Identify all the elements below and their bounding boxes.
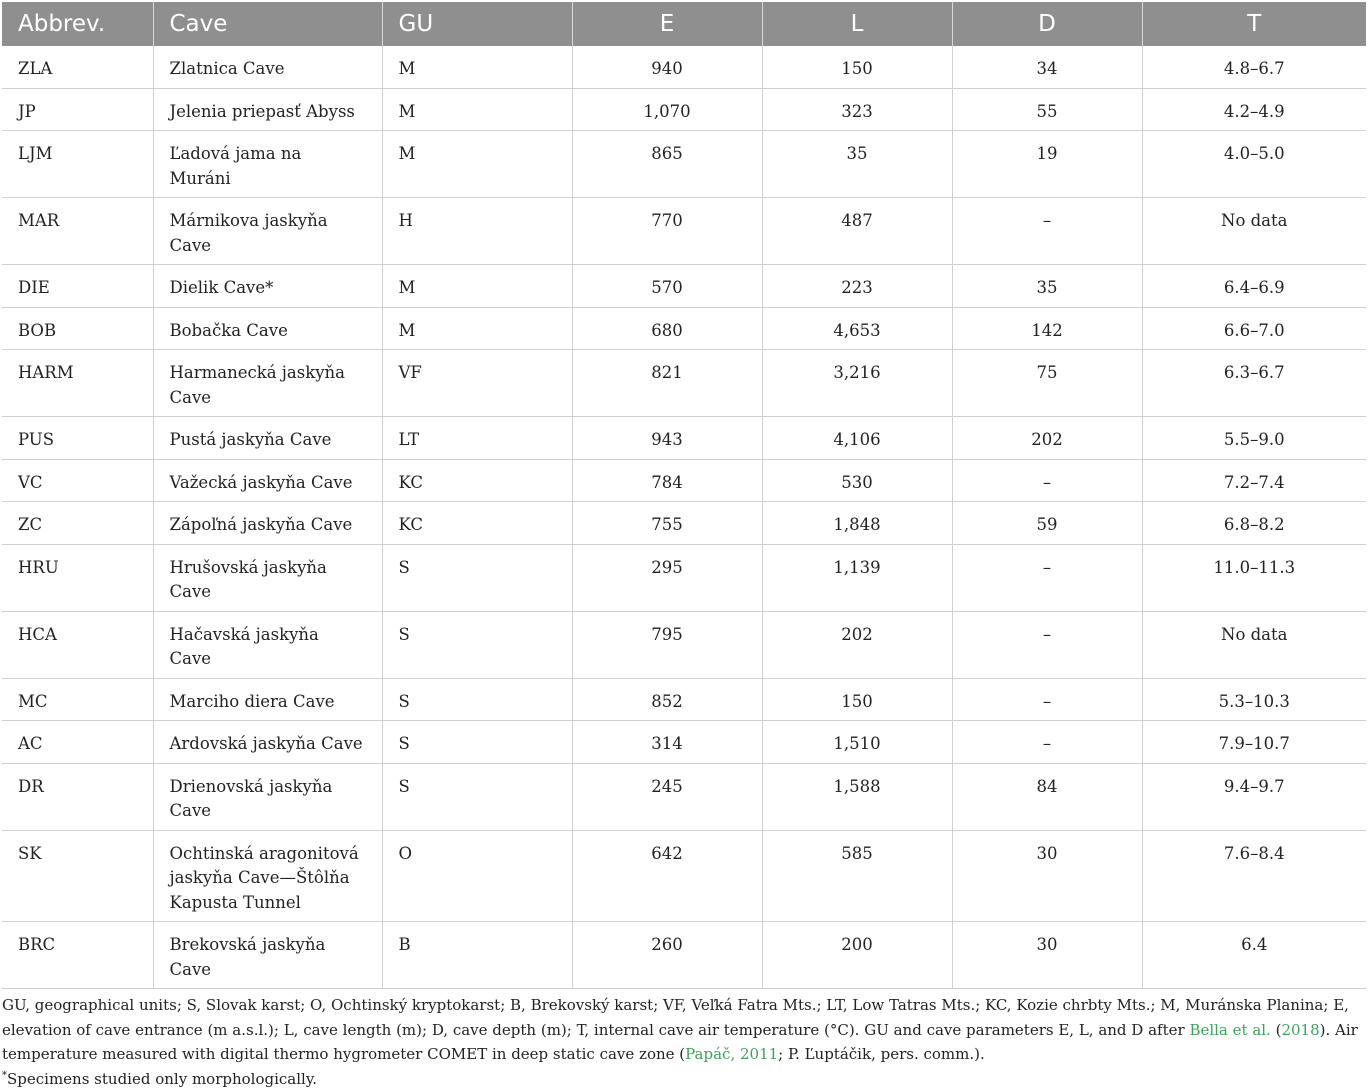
- cell-t: 4.0–5.0: [1142, 131, 1366, 198]
- cell-gu: S: [382, 544, 572, 611]
- cell-abbrev: LJM: [2, 131, 153, 198]
- cell-gu: KC: [382, 459, 572, 502]
- cell-cave: Ľadová jama na Muráni: [153, 131, 382, 198]
- table-row: [2, 502, 1366, 545]
- cell-gu: S: [382, 721, 572, 764]
- cell-t: 7.2–7.4: [1142, 459, 1366, 502]
- table-container: [2, 2, 1366, 1091]
- cell-cave: Zápoľná jaskyňa Cave: [153, 502, 382, 545]
- cell-cave: Hrušovská jaskyňa Cave: [153, 544, 382, 611]
- cell-t: 4.2–4.9: [1142, 88, 1366, 131]
- header-d: D: [952, 2, 1142, 46]
- cell-cave: Pustá jaskyňa Cave: [153, 417, 382, 460]
- table-row: [2, 46, 1366, 88]
- header-e: E: [572, 2, 762, 46]
- cell-e: 770: [572, 198, 762, 265]
- table-row: [2, 307, 1366, 350]
- cell-l: 4,106: [762, 417, 952, 460]
- cell-e: 680: [572, 307, 762, 350]
- header-row: [2, 2, 1366, 46]
- table-row: [2, 131, 1366, 198]
- cell-abbrev: BOB: [2, 307, 153, 350]
- cell-abbrev: HCA: [2, 611, 153, 678]
- cell-gu: M: [382, 46, 572, 88]
- cell-d: 19: [952, 131, 1142, 198]
- cell-l: 35: [762, 131, 952, 198]
- cell-abbrev: VC: [2, 459, 153, 502]
- cell-d: –: [952, 611, 1142, 678]
- table-row: [2, 544, 1366, 611]
- cell-t: 6.3–6.7: [1142, 350, 1366, 417]
- table-row: [2, 721, 1366, 764]
- cell-abbrev: DIE: [2, 265, 153, 308]
- cell-t: 9.4–9.7: [1142, 763, 1366, 830]
- cell-d: 142: [952, 307, 1142, 350]
- cell-t: 7.9–10.7: [1142, 721, 1366, 764]
- cell-cave: Ochtinská aragonitová jaskyňa Cave—Štôlňa Kapusta Tunnel: [153, 830, 382, 922]
- cell-abbrev: HARM: [2, 350, 153, 417]
- citation-link-2018[interactable]: 2018: [1281, 1021, 1319, 1039]
- cell-e: 821: [572, 350, 762, 417]
- cell-abbrev: ZC: [2, 502, 153, 545]
- cell-abbrev: MAR: [2, 198, 153, 265]
- cell-l: 4,653: [762, 307, 952, 350]
- cell-gu: M: [382, 307, 572, 350]
- cell-abbrev: HRU: [2, 544, 153, 611]
- cell-cave: Važecká jaskyňa Cave: [153, 459, 382, 502]
- cell-d: 30: [952, 922, 1142, 989]
- cell-e: 943: [572, 417, 762, 460]
- cell-d: 202: [952, 417, 1142, 460]
- cell-l: 1,848: [762, 502, 952, 545]
- cell-e: 570: [572, 265, 762, 308]
- table-row: [2, 88, 1366, 131]
- cell-e: 940: [572, 46, 762, 88]
- citation-link-papac[interactable]: Papáč, 2011: [685, 1045, 778, 1063]
- table-row: [2, 417, 1366, 460]
- cell-abbrev: SK: [2, 830, 153, 922]
- cell-d: 59: [952, 502, 1142, 545]
- cell-gu: KC: [382, 502, 572, 545]
- cell-d: 75: [952, 350, 1142, 417]
- cell-d: –: [952, 544, 1142, 611]
- cell-cave: Hačavská jaskyňa Cave: [153, 611, 382, 678]
- cell-e: 755: [572, 502, 762, 545]
- cell-l: 223: [762, 265, 952, 308]
- table-footnote: [2, 993, 1366, 1091]
- table-row: [2, 763, 1366, 830]
- cell-e: 260: [572, 922, 762, 989]
- cell-e: 642: [572, 830, 762, 922]
- cell-e: 1,070: [572, 88, 762, 131]
- cell-e: 295: [572, 544, 762, 611]
- cell-d: 30: [952, 830, 1142, 922]
- cell-cave: Marciho diera Cave: [153, 678, 382, 721]
- cell-d: –: [952, 198, 1142, 265]
- cell-l: 487: [762, 198, 952, 265]
- header-abbrev: Abbrev.: [2, 2, 153, 46]
- cell-d: –: [952, 678, 1142, 721]
- cell-t: 5.3–10.3: [1142, 678, 1366, 721]
- cell-abbrev: ZLA: [2, 46, 153, 88]
- cell-d: 84: [952, 763, 1142, 830]
- cell-t: 7.6–8.4: [1142, 830, 1366, 922]
- cell-gu: S: [382, 678, 572, 721]
- cell-d: –: [952, 459, 1142, 502]
- cell-t: 6.4: [1142, 922, 1366, 989]
- header-gu: GU: [382, 2, 572, 46]
- cell-gu: M: [382, 131, 572, 198]
- cell-l: 323: [762, 88, 952, 131]
- table-row: [2, 922, 1366, 989]
- cell-cave: Dielik Cave*: [153, 265, 382, 308]
- footnote-asterisk: *Specimens studied only morphologically.: [2, 1067, 1366, 1091]
- cell-d: 34: [952, 46, 1142, 88]
- cell-cave: Jelenia priepasť Abyss: [153, 88, 382, 131]
- cell-gu: H: [382, 198, 572, 265]
- cell-abbrev: AC: [2, 721, 153, 764]
- cell-e: 865: [572, 131, 762, 198]
- table-row: [2, 459, 1366, 502]
- cell-t: 6.6–7.0: [1142, 307, 1366, 350]
- cell-gu: S: [382, 611, 572, 678]
- cell-t: No data: [1142, 611, 1366, 678]
- cell-cave: Zlatnica Cave: [153, 46, 382, 88]
- cell-cave: Brekovská jaskyňa Cave: [153, 922, 382, 989]
- table-row: [2, 265, 1366, 308]
- table-row: [2, 198, 1366, 265]
- cell-e: 784: [572, 459, 762, 502]
- cell-abbrev: BRC: [2, 922, 153, 989]
- cell-t: 11.0–11.3: [1142, 544, 1366, 611]
- cell-d: 35: [952, 265, 1142, 308]
- cell-cave: Ardovská jaskyňa Cave: [153, 721, 382, 764]
- cell-t: 6.8–8.2: [1142, 502, 1366, 545]
- cell-e: 795: [572, 611, 762, 678]
- table-row: [2, 611, 1366, 678]
- cell-abbrev: MC: [2, 678, 153, 721]
- cell-abbrev: PUS: [2, 417, 153, 460]
- cell-l: 3,216: [762, 350, 952, 417]
- header-l: L: [762, 2, 952, 46]
- cave-table: [2, 2, 1366, 989]
- cell-d: 55: [952, 88, 1142, 131]
- cell-e: 314: [572, 721, 762, 764]
- cell-t: 5.5–9.0: [1142, 417, 1366, 460]
- cell-l: 1,510: [762, 721, 952, 764]
- cell-cave: Márnikova jaskyňa Cave: [153, 198, 382, 265]
- cell-l: 1,139: [762, 544, 952, 611]
- cell-cave: Bobačka Cave: [153, 307, 382, 350]
- cell-l: 530: [762, 459, 952, 502]
- cell-t: No data: [1142, 198, 1366, 265]
- cell-l: 200: [762, 922, 952, 989]
- cell-abbrev: JP: [2, 88, 153, 131]
- cell-e: 245: [572, 763, 762, 830]
- table-row: [2, 678, 1366, 721]
- cell-gu: S: [382, 763, 572, 830]
- header-cave: Cave: [153, 2, 382, 46]
- cell-gu: M: [382, 265, 572, 308]
- cell-l: 1,588: [762, 763, 952, 830]
- citation-link-bella[interactable]: Bella et al.: [1189, 1021, 1270, 1039]
- cell-cave: Drienovská jaskyňa Cave: [153, 763, 382, 830]
- cell-gu: M: [382, 88, 572, 131]
- cell-t: 6.4–6.9: [1142, 265, 1366, 308]
- cell-gu: B: [382, 922, 572, 989]
- header-t: T: [1142, 2, 1366, 46]
- cell-gu: O: [382, 830, 572, 922]
- footnote-abbreviations: GU, geographical units; S, Slovak karst; O, Ochtinský kryptokarst; B, Brekovský karst; VF, Veľká Fatra Mts.; LT, Low Tatras Mts.; KC, Kozie chrbty Mts.; M, Muránska Planina; E, elevation of cave entrance (m a.s.l.); L, cave length (m); D, cave depth (m); T, internal cave air temperature (°C). GU and cave parameters E, L, and D after Bella et al. (2018). Air temperature measured with digital thermo hygrometer COMET in deep static cave zone (Papáč, 2011; P. Ľuptáčik, pers. comm.).: [2, 993, 1366, 1067]
- cell-l: 150: [762, 46, 952, 88]
- table-row: [2, 830, 1366, 922]
- cell-t: 4.8–6.7: [1142, 46, 1366, 88]
- table-row: [2, 350, 1366, 417]
- cell-cave: Harmanecká jaskyňa Cave: [153, 350, 382, 417]
- cell-abbrev: DR: [2, 763, 153, 830]
- cell-d: –: [952, 721, 1142, 764]
- cell-e: 852: [572, 678, 762, 721]
- cell-l: 150: [762, 678, 952, 721]
- cell-l: 202: [762, 611, 952, 678]
- cell-gu: LT: [382, 417, 572, 460]
- cell-gu: VF: [382, 350, 572, 417]
- cell-l: 585: [762, 830, 952, 922]
